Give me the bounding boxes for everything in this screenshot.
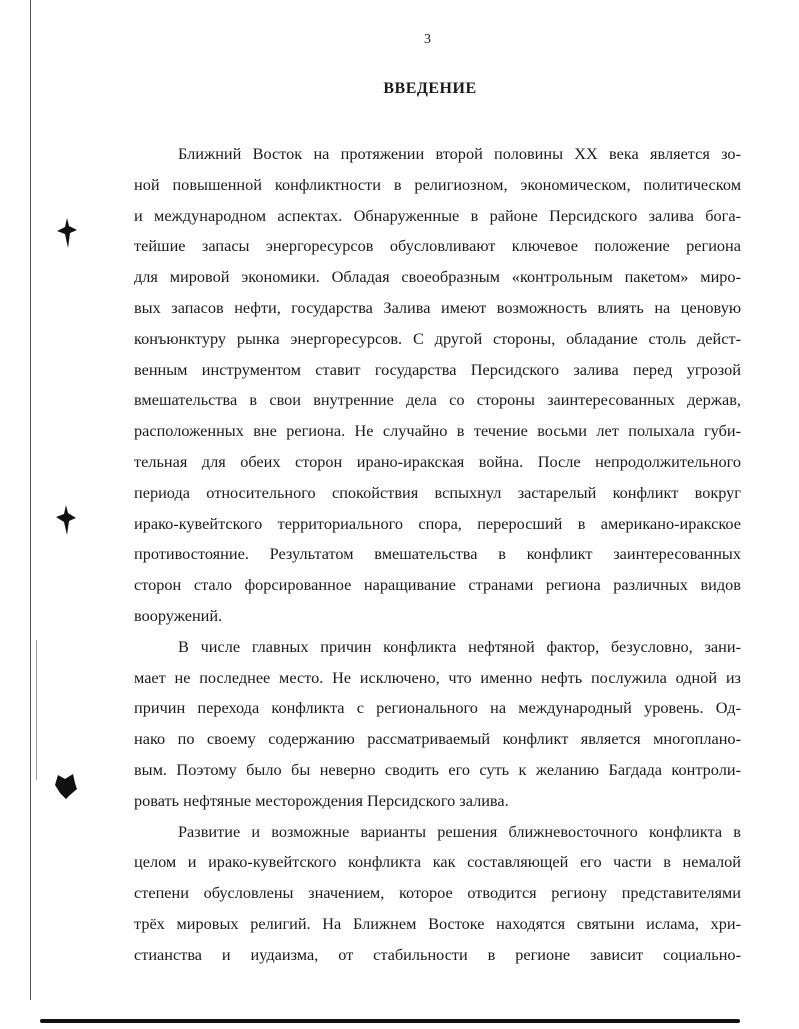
paragraph — [134, 817, 741, 971]
page-number: 3 — [424, 32, 431, 47]
text-line: и международном аспектах. Обнаруженные в районе Персидского залива бога- — [134, 205, 741, 225]
scan-margin-line — [30, 0, 31, 1000]
paragraph — [134, 139, 741, 632]
text-line: ирако-кувейтского территориального спора, переросший в американо-иракское — [134, 513, 741, 533]
text-line: расположенных вне региона. Не случайно в течение восьми лет полыхала губи- — [134, 421, 741, 441]
text-line: трёх мировых религий. На Ближнем Востоке находятся святыни ислама, хри- — [134, 913, 741, 933]
scan-bottom-edge — [40, 1019, 740, 1023]
text-line: венным инструментом ставит государства Персидского залива перед угрозой — [134, 359, 741, 379]
text-line: для мировой экономики. Обладая своеобразным «контрольным пакетом» миро- — [134, 267, 741, 287]
text-line: ровать нефтяные месторождения Персидского залива. — [134, 790, 509, 810]
text-line: вым. Поэтому было бы неверно сводить его суть к желанию Багдада контроли- — [134, 759, 741, 779]
section-heading: ВВЕДЕНИЕ — [383, 80, 477, 97]
text-line: ной повышенной конфликтности в религиозном, экономическом, политическом — [134, 174, 741, 194]
text-line: конъюнктуру рынка энергоресурсов. С другой стороны, обладание столь дейст- — [134, 328, 741, 348]
paragraph — [134, 632, 741, 817]
text-line: сторон стало форсированное наращивание странами региона различных видов — [134, 575, 741, 595]
binder-hole-mark-icon — [55, 773, 77, 803]
text-line: тельная для обеих сторон ирано-иракская война. После непродолжительного — [134, 451, 741, 471]
text-line: стианства и иудаизма, от стабильности в регионе зависит социально- — [134, 944, 741, 964]
text-line: вооружений. — [134, 605, 223, 625]
text-line: Ближний Восток на протяжении второй половины XX века является зо- — [178, 144, 741, 163]
text-line: вмешательства в свои внутренние дела со стороны заинтересованных держав, — [134, 390, 741, 410]
binder-hole-mark-icon — [55, 505, 77, 535]
text-line: нако по своему содержанию рассматриваемый конфликт является многоплано- — [134, 729, 741, 749]
text-line: В числе главных причин конфликта нефтяной фактор, безусловно, зани- — [178, 636, 741, 656]
text-line: мает не последнее место. Не исключено, что именно нефть послужила одной из — [134, 667, 741, 687]
text-line: вых запасов нефти, государства Залива имеют возможность влиять на ценовую — [134, 297, 741, 317]
text-line: целом и ирако-кувейтского конфликта как составляющей его части в немалой — [134, 852, 741, 872]
binder-hole-mark-icon — [56, 218, 78, 248]
text-line: тейшие запасы энергоресурсов обусловливают ключевое положение региона — [134, 236, 741, 256]
text-line: степени обусловлены значением, которое отводится региону представителями — [134, 883, 741, 903]
scan-margin-line — [36, 640, 37, 780]
text-line: причин перехода конфликта с регионального на международный уровень. Од- — [134, 698, 741, 718]
text-line: Развитие и возможные варианты решения ближневосточного конфликта в — [178, 821, 741, 841]
text-line: противостояние. Результатом вмешательства в конфликт заинтересованных — [134, 544, 741, 564]
text-line: периода относительного спокойствия вспыхнул застарелый конфликт вокруг — [134, 482, 741, 502]
document-body — [134, 139, 741, 971]
